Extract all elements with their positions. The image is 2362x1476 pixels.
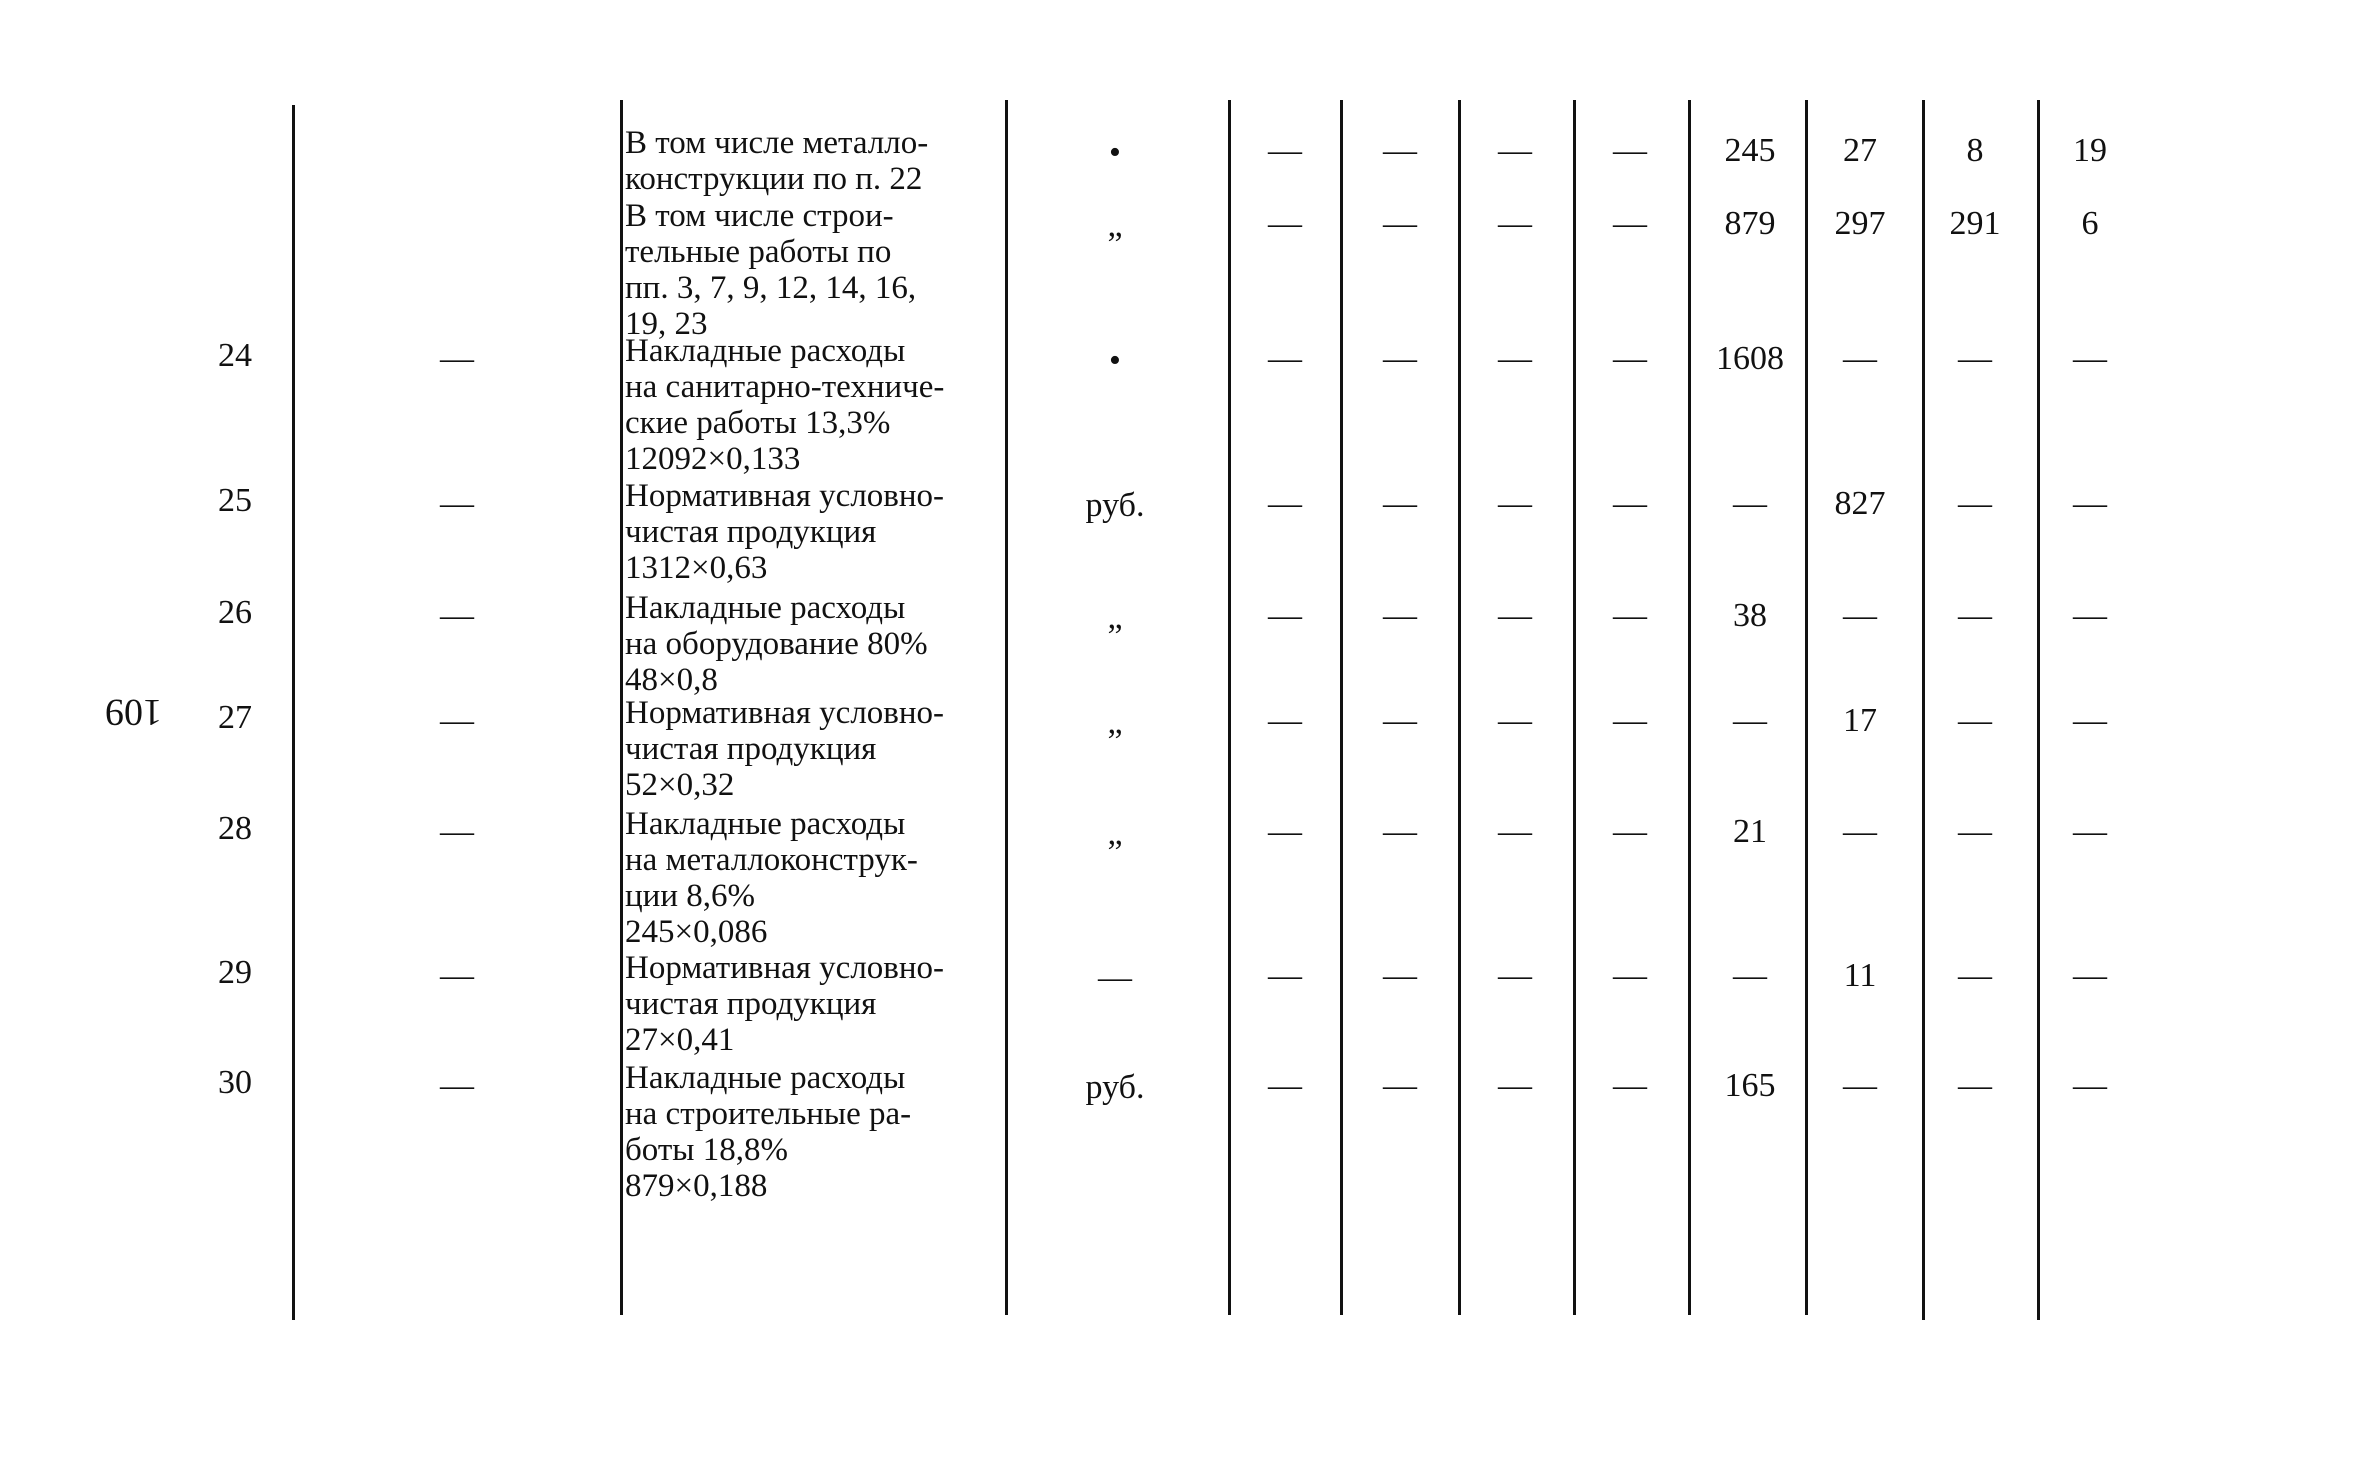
table-cell: 165	[1724, 1067, 1776, 1104]
table-cell: —	[1958, 813, 1992, 850]
table-cell: 21	[1733, 813, 1767, 850]
row-code: —	[440, 702, 474, 739]
table-cell: —	[1498, 957, 1532, 994]
table-cell: 6	[2081, 205, 2099, 242]
description-line: 52×0,32	[625, 767, 735, 803]
table-cell: —	[1613, 702, 1647, 739]
table-column-rule	[1228, 100, 1231, 1315]
table-cell: —	[1843, 1067, 1877, 1104]
description-line: 48×0,8	[625, 662, 718, 698]
table-cell: —	[1268, 485, 1302, 522]
table-cell: —	[1268, 205, 1302, 242]
table-cell: —	[1613, 597, 1647, 634]
table-cell: —	[1383, 205, 1417, 242]
table-cell: 38	[1733, 597, 1767, 634]
table-column-rule	[1573, 100, 1576, 1315]
table-cell: —	[1613, 957, 1647, 994]
description-line: Накладные расходы	[625, 806, 906, 842]
table-cell: 17	[1843, 702, 1877, 739]
table-cell: —	[1268, 597, 1302, 634]
page-number: 109	[105, 691, 162, 733]
row-number: 27	[218, 699, 252, 736]
description-line: В том числе строи-	[625, 198, 894, 234]
description-line: боты 18,8%	[625, 1132, 788, 1168]
table-cell: —	[1958, 340, 1992, 377]
table-cell: —	[1268, 813, 1302, 850]
description-line: Нормативная условно-	[625, 950, 945, 986]
table-cell: —	[1383, 132, 1417, 169]
table-cell: —	[1958, 702, 1992, 739]
table-cell: —	[2073, 1067, 2107, 1104]
table-cell: —	[1843, 597, 1877, 634]
table-cell: —	[2073, 485, 2107, 522]
table-cell: —	[1613, 485, 1647, 522]
table-cell: —	[1268, 340, 1302, 377]
description-line: 27×0,41	[625, 1022, 735, 1058]
description-line: Накладные расходы	[625, 333, 906, 369]
description-line: на металлоконструк-	[625, 842, 918, 878]
description-line: Нормативная условно-	[625, 695, 945, 731]
table-cell: —	[1383, 340, 1417, 377]
description-line: 245×0,086	[625, 914, 768, 950]
row-description	[625, 950, 1005, 1058]
table-cell: 19	[2073, 132, 2107, 169]
description-line: 19, 23	[625, 306, 708, 342]
description-line: 1312×0,63	[625, 550, 768, 586]
row-number: 24	[218, 337, 252, 374]
table-column-rule	[1005, 100, 1008, 1315]
row-number: 29	[218, 954, 252, 991]
table-cell: —	[1613, 132, 1647, 169]
table-cell: —	[1613, 1067, 1647, 1104]
row-code: —	[440, 1067, 474, 1104]
row-code: —	[440, 813, 474, 850]
table-cell: —	[1958, 485, 1992, 522]
table-cell: —	[1843, 340, 1877, 377]
description-line: ские работы 13,3%	[625, 405, 891, 441]
table-cell: —	[1268, 702, 1302, 739]
row-unit: „	[1107, 815, 1123, 852]
table-cell: —	[1268, 132, 1302, 169]
row-unit: руб.	[1085, 1069, 1145, 1106]
table-column-rule	[292, 105, 295, 1320]
table-column-rule	[1688, 100, 1691, 1315]
table-cell: 11	[1843, 957, 1877, 994]
row-unit: „	[1107, 207, 1123, 244]
table-cell: —	[1958, 957, 1992, 994]
row-unit: „	[1107, 599, 1123, 636]
table-cell: —	[1498, 340, 1532, 377]
description-line: чистая продукция	[625, 731, 877, 767]
description-line: 12092×0,133	[625, 441, 801, 477]
table-cell: 27	[1843, 132, 1877, 169]
description-line: Накладные расходы	[625, 590, 906, 626]
table-cell: —	[1268, 1067, 1302, 1104]
table-cell: —	[1958, 597, 1992, 634]
table-column-rule	[2037, 100, 2040, 1320]
row-unit: —	[1098, 959, 1132, 996]
row-code: —	[440, 340, 474, 377]
row-number: 28	[218, 810, 252, 847]
description-line: на оборудование 80%	[625, 626, 928, 662]
table-cell: —	[1383, 702, 1417, 739]
table-cell: 8	[1966, 132, 1984, 169]
table-cell: —	[1498, 1067, 1532, 1104]
row-description	[625, 1060, 1005, 1204]
row-unit: •	[1109, 342, 1121, 379]
row-code: —	[440, 957, 474, 994]
table-cell: 1608	[1716, 340, 1784, 377]
table-cell: —	[2073, 597, 2107, 634]
row-description	[625, 590, 1005, 698]
row-description	[625, 806, 1005, 950]
table-cell: 291	[1949, 205, 2001, 242]
row-unit: „	[1107, 704, 1123, 741]
table-cell: —	[1613, 813, 1647, 850]
row-unit: •	[1109, 134, 1121, 171]
row-code: —	[440, 597, 474, 634]
description-line: пп. 3, 7, 9, 12, 14, 16,	[625, 270, 917, 306]
description-line: Нормативная условно-	[625, 478, 945, 514]
table-column-rule	[1805, 100, 1808, 1315]
table-cell: —	[1383, 813, 1417, 850]
table-column-rule	[1922, 100, 1925, 1320]
table-cell: —	[2073, 813, 2107, 850]
row-number: 26	[218, 594, 252, 631]
table-cell: —	[1498, 702, 1532, 739]
description-line: чистая продукция	[625, 986, 877, 1022]
row-unit: руб.	[1085, 487, 1145, 524]
table-cell: 879	[1724, 205, 1776, 242]
table-cell: —	[2073, 702, 2107, 739]
table-cell: —	[1733, 485, 1767, 522]
table-cell: 245	[1724, 132, 1776, 169]
table-column-rule	[620, 100, 623, 1315]
table-cell: —	[1498, 485, 1532, 522]
row-description	[625, 333, 1005, 477]
description-line: тельные работы по	[625, 234, 892, 270]
table-cell: —	[1498, 205, 1532, 242]
table-cell: —	[1958, 1067, 1992, 1104]
table-cell: —	[1498, 813, 1532, 850]
table-cell: —	[1383, 957, 1417, 994]
description-line: конструкции по п. 22	[625, 161, 923, 197]
description-line: на санитарно-техниче-	[625, 369, 945, 405]
table-cell: 297	[1834, 205, 1886, 242]
table-cell: —	[1383, 1067, 1417, 1104]
table-cell: —	[1498, 132, 1532, 169]
row-description	[625, 478, 1005, 586]
table-column-rule	[1340, 100, 1343, 1315]
table-cell: 827	[1834, 485, 1886, 522]
table-cell: —	[2073, 957, 2107, 994]
table-cell: —	[1843, 813, 1877, 850]
row-code: —	[440, 485, 474, 522]
table-cell: —	[1733, 702, 1767, 739]
table-cell: —	[1498, 597, 1532, 634]
description-line: на строительные ра-	[625, 1096, 912, 1132]
description-line: В том числе металло-	[625, 125, 929, 161]
table-cell: —	[1268, 957, 1302, 994]
table-cell: —	[1383, 485, 1417, 522]
row-number: 25	[218, 482, 252, 519]
description-line: ции 8,6%	[625, 878, 755, 914]
row-description	[625, 198, 1005, 342]
description-line: Накладные расходы	[625, 1060, 906, 1096]
table-cell: —	[2073, 340, 2107, 377]
table-cell: —	[1613, 340, 1647, 377]
row-description	[625, 125, 1005, 197]
description-line: 879×0,188	[625, 1168, 768, 1204]
table-cell: —	[1383, 597, 1417, 634]
table-column-rule	[1458, 100, 1461, 1315]
table-cell: —	[1733, 957, 1767, 994]
row-description	[625, 695, 1005, 803]
row-number: 30	[218, 1064, 252, 1101]
table-cell: —	[1613, 205, 1647, 242]
description-line: чистая продукция	[625, 514, 877, 550]
